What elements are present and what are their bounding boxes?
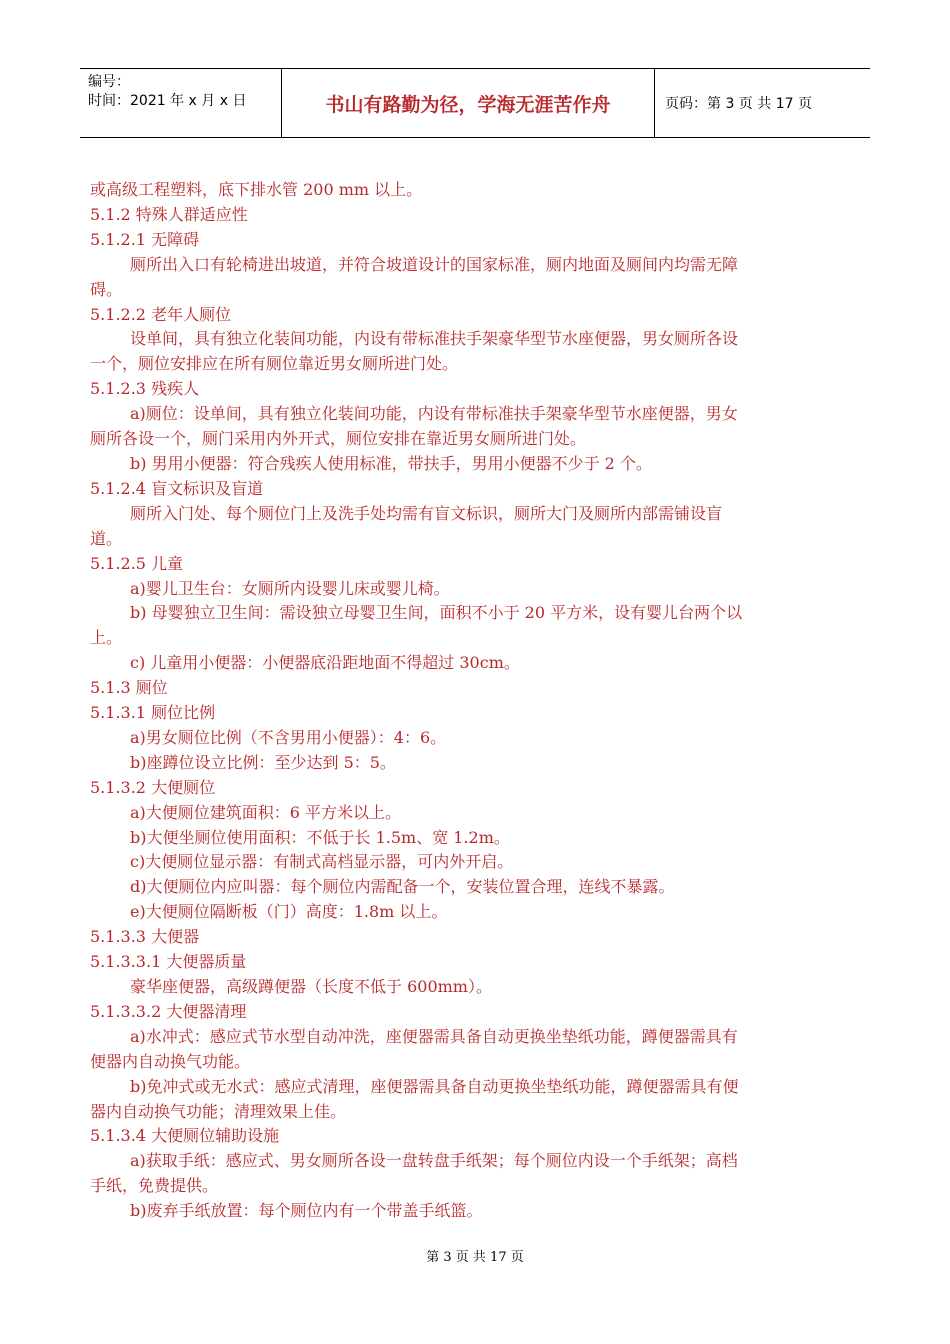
body-line: 或高级工程塑料，底下排水管 200 mm 以上。 [90, 180, 423, 199]
body-line: a)厕位：设单间，具有独立化装间功能，内设有带标准扶手架豪华型节水座便器，男女 [130, 404, 738, 424]
body-line: e)大便厕位隔断板（门）高度：1.8m 以上。 [130, 902, 448, 922]
body-line: 5.1.2.3 残疾人 [90, 379, 200, 399]
body-line: 5.1.3.4 大便厕位辅助设施 [90, 1126, 280, 1146]
body-line: 上。 [90, 628, 123, 648]
body-line: 豪华座便器，高级蹲便器（长度不低于 600mm）。 [130, 977, 492, 996]
body-line: 5.1.3.1 厕位比例 [90, 703, 216, 723]
body-line: 一个，厕位安排应在所有厕位靠近男女厕所进门处。 [90, 354, 459, 374]
body-line: 5.1.3.3.2 大便器清理 [90, 1001, 247, 1021]
body-line: 碍。 [90, 279, 123, 299]
body-line: b)大便坐厕位使用面积：不低于长 1.5m、宽 1.2m。 [130, 827, 510, 847]
body-line: 设单间，具有独立化装间功能，内设有带标准扶手架豪华型节水座便器，男女厕所各设 [130, 329, 739, 349]
header-info-cell [80, 69, 282, 137]
body-line: b) 男用小便器：符合残疾人使用标准，带扶手，男用小便器不少于 2 个。 [130, 453, 652, 473]
body-line: b)座蹲位设立比例：至少达到 5：5。 [130, 752, 396, 772]
body-line: 厕所各设一个，厕门采用内外开式，厕位安排在靠近男女厕所进门处。 [90, 429, 587, 449]
document-number-label: 编号： [88, 74, 130, 90]
body-line: 厕所入门处、每个厕位门上及洗手处均需有盲文标识，厕所大门及厕所内部需铺设盲 [130, 503, 723, 523]
document-time-label: 时间：2021 年 x 月 x 日 [88, 93, 247, 109]
body-line: 便器内自动换气功能。 [90, 1051, 251, 1071]
body-line: 厕所出入口有轮椅进出坡道，并符合坡道设计的国家标准，厕内地面及厕间内均需无障 [130, 254, 739, 274]
body-line: c) 儿童用小便器：小便器底沿距地面不得超过 30cm。 [130, 653, 520, 673]
body-line: d)大便厕位内应叫器：每个厕位内需配备一个，安装位置合理，连线不暴露。 [130, 877, 675, 897]
body-line: 5.1.3.2 大便厕位 [90, 777, 216, 797]
header-motto-cell [282, 69, 655, 137]
body-line: a)男女厕位比例（不含男用小便器）：4：6。 [130, 727, 447, 747]
body-line: 5.1.3.3.1 大便器质量 [90, 952, 247, 972]
body-line: a)大便厕位建筑面积：6 平方米以上。 [130, 802, 402, 822]
body-line: a)获取手纸：感应式、男女厕所各设一盘转盘手纸架；每个厕位内设一个手纸架；高档 [130, 1151, 738, 1171]
body-line: 道。 [90, 528, 123, 548]
document-body [90, 178, 860, 1224]
page-footer: 第 3 页 共 17 页 [426, 1250, 524, 1265]
body-line: 手纸，免费提供。 [90, 1176, 219, 1196]
page-header [80, 68, 870, 138]
body-line: 5.1.2.1 无障碍 [90, 229, 200, 249]
body-line: b) 母婴独立卫生间：需设独立母婴卫生间，面积不小于 20 平方米，设有婴儿台两个以 [130, 603, 743, 623]
body-line: 5.1.3.3 大便器 [90, 927, 200, 947]
header-motto: 书山有路勤为径，学海无涯苦作舟 [325, 93, 611, 116]
body-line: 5.1.2.5 儿童 [90, 553, 184, 573]
body-line: a)婴儿卫生台：女厕所内设婴儿床或婴儿椅。 [130, 578, 450, 598]
body-line: 器内自动换气功能；清理效果上佳。 [90, 1101, 347, 1121]
body-line: 5.1.2 特殊人群适应性 [90, 204, 248, 224]
body-line: a)水冲式：感应式节水型自动冲洗，座便器需具备自动更换坐垫纸功能，蹲便器需具有 [130, 1026, 738, 1046]
header-page-code: 页码：第 3 页 共 17 页 [665, 96, 812, 112]
body-line: c)大便厕位显示器：有制式高档显示器，可内外开启。 [130, 852, 514, 872]
body-line: b)废弃手纸放置：每个厕位内有一个带盖手纸篮。 [130, 1201, 483, 1221]
body-line: b)免冲式或无水式：感应式清理，座便器需具备自动更换坐垫纸功能，蹲便器需具有便 [130, 1076, 739, 1096]
body-line: 5.1.2.4 盲文标识及盲道 [90, 478, 264, 498]
header-page-cell [655, 69, 870, 137]
body-line: 5.1.2.2 老年人厕位 [90, 304, 232, 324]
body-line: 5.1.3 厕位 [90, 678, 168, 698]
